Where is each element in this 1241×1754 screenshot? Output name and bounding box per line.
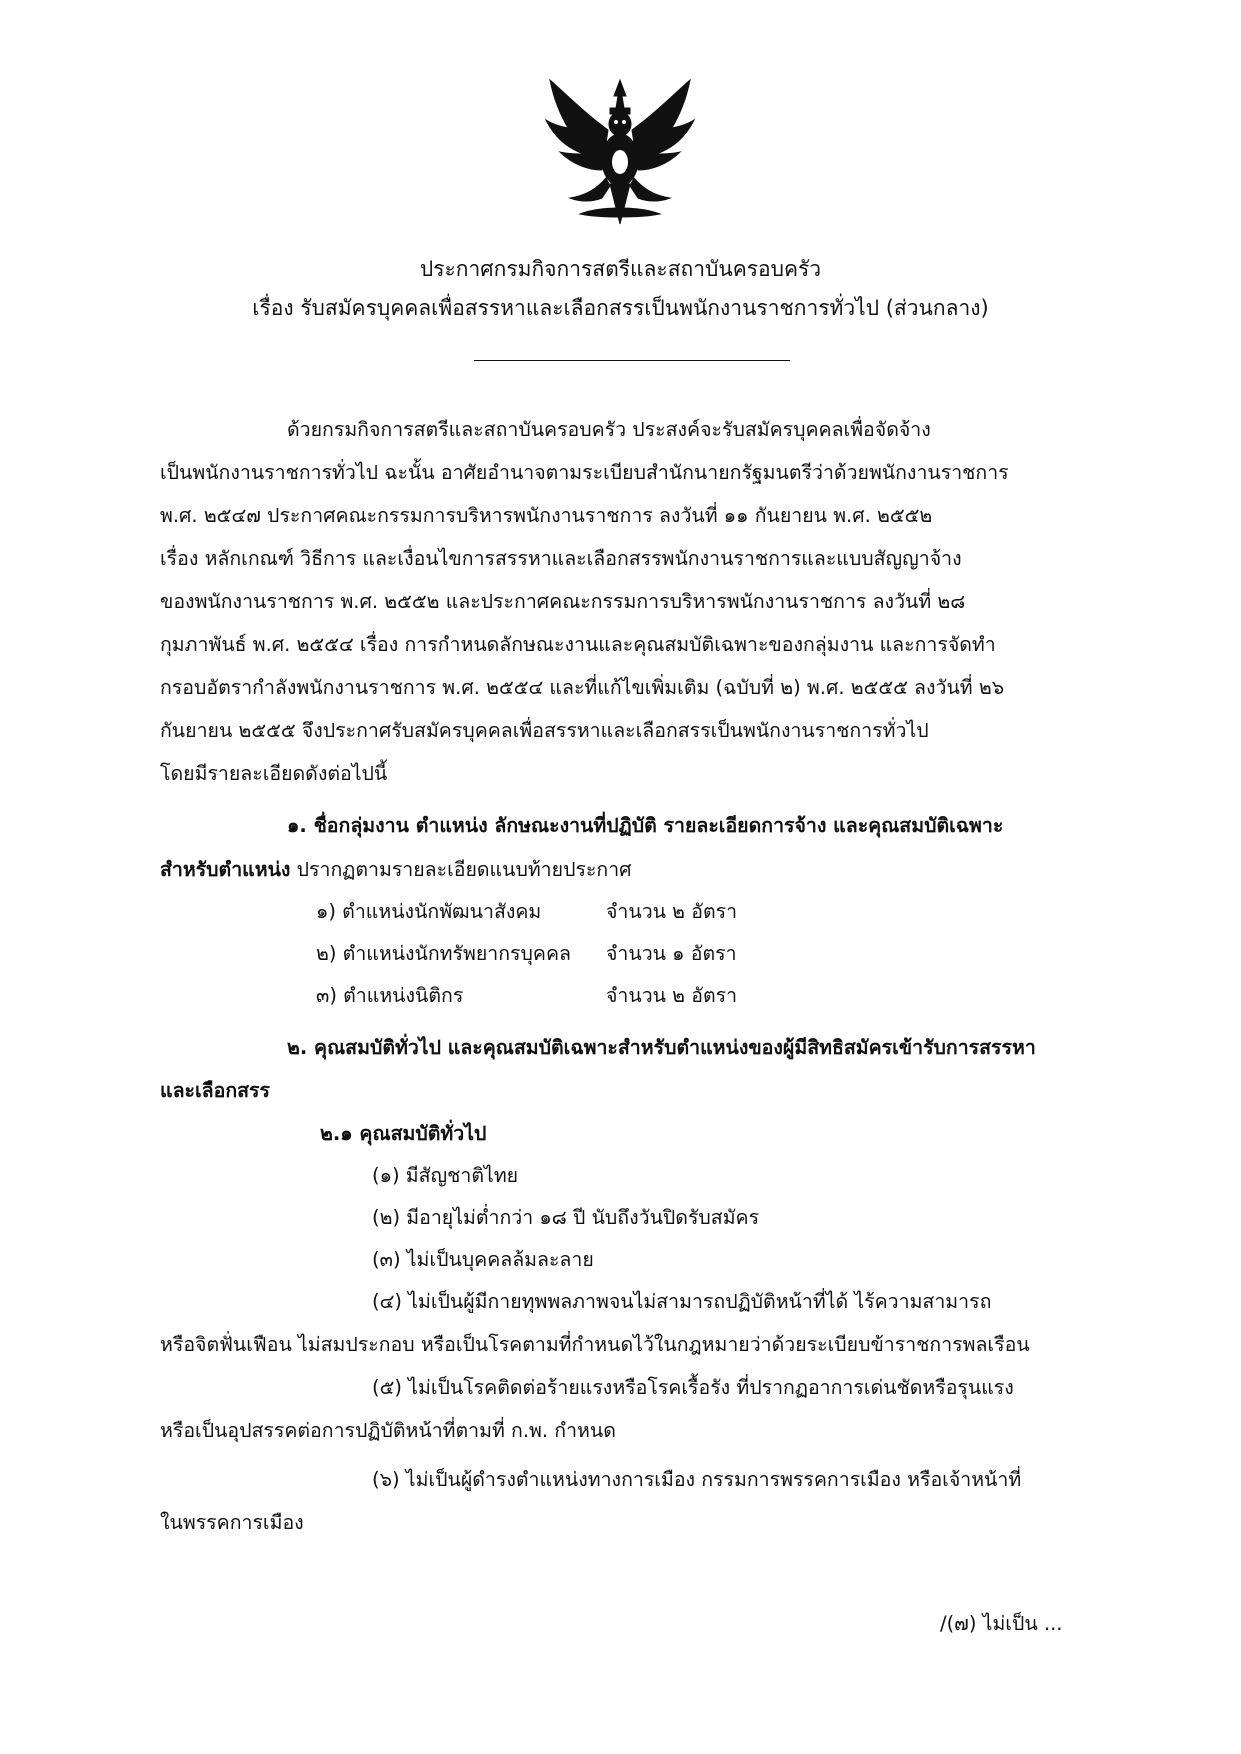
qualification-item-cont: หรือเป็นอุปสรรคต่อการปฏิบัติหน้าที่ตามที่ ก.พ. กำหนด xyxy=(160,1419,616,1442)
intro-line: พ.ศ. ๒๕๔๗ ประกาศคณะกรรมการบริหารพนักงานราชการ ลงวันที่ ๑๑ กันยายน พ.ศ. ๒๕๕๒ xyxy=(160,504,933,527)
qualification-item-cont: ในพรรคการเมือง xyxy=(160,1511,304,1534)
position-name: ๒) ตำแหน่งนักทรัพยากรบุคคล xyxy=(316,942,571,965)
qualification-item-cont: หรือจิตฟั่นเฟือน ไม่สมประกอบ หรือเป็นโรคตามที่กำหนดไว้ในกฎหมายว่าด้วยระเบียบข้าราชการพลเรือน xyxy=(160,1333,1030,1356)
intro-line: กันยายน ๒๕๕๕ จึงประกาศรับสมัครบุคคลเพื่อสรรหาและเลือกสรรเป็นพนักงานราชการทั่วไป xyxy=(160,719,929,742)
qualification-item: (๕) ไม่เป็นโรคติดต่อร้ายแรงหรือโรคเรื้อรัง ที่ปรากฏอาการเด่นชัดหรือรุนแรง xyxy=(372,1376,1014,1399)
position-count: จำนวน ๒ อัตรา xyxy=(606,900,738,923)
title-divider xyxy=(474,360,790,361)
section2-subheading: ๒.๑ คุณสมบัติทั่วไป xyxy=(320,1122,487,1145)
intro-line: โดยมีรายละเอียดดังต่อไปนี้ xyxy=(160,762,388,785)
section1-heading: ๑. ชื่อกลุ่มงาน ตำแหน่ง ลักษณะงานที่ปฏิบัติ รายละเอียดการจ้าง และคุณสมบัติเฉพาะ xyxy=(287,814,1004,837)
position-name: ๑) ตำแหน่งนักพัฒนาสังคม xyxy=(316,900,542,923)
position-count: จำนวน ๒ อัตรา xyxy=(606,984,738,1007)
announcement-title: ประกาศกรมกิจการสตรีและสถาบันครอบครัว xyxy=(419,257,822,281)
section1-heading-bold: สำหรับตำแหน่ง xyxy=(160,858,291,881)
qualification-item: (๒) มีอายุไม่ต่ำกว่า ๑๘ ปี นับถึงวันปิดรับสมัคร xyxy=(372,1206,760,1229)
qualification-item: (๓) ไม่เป็นบุคคลล้มละลาย xyxy=(372,1248,594,1271)
continuation-marker: /(๗) ไม่เป็น ... xyxy=(940,1612,1063,1635)
qualification-item: (๔) ไม่เป็นผู้มีกายทุพพลภาพจนไม่สามารถปฏิบัติหน้าที่ได้ ไร้ความสามารถ xyxy=(372,1290,992,1313)
section1-heading-rest: ปรากฏตามรายละเอียดแนบท้ายประกาศ xyxy=(290,858,632,881)
qualification-item: (๑) มีสัญชาติไทย xyxy=(372,1164,519,1187)
section1-heading-cont xyxy=(160,856,632,884)
position-name: ๓) ตำแหน่งนิติกร xyxy=(316,984,464,1007)
announcement-subject: เรื่อง รับสมัครบุคคลเพื่อสรรหาและเลือกสรรเป็นพนักงานราชการทั่วไป (ส่วนกลาง) xyxy=(252,296,989,320)
position-count: จำนวน ๑ อัตรา xyxy=(606,942,737,965)
section2-heading: ๒. คุณสมบัติทั่วไป และคุณสมบัติเฉพาะสำหรับตำแหน่งของผู้มีสิทธิสมัครเข้ารับการสรรหา xyxy=(287,1036,1036,1059)
intro-line: ของพนักงานราชการ พ.ศ. ๒๕๕๒ และประกาศคณะกรรมการบริหารพนักงานราชการ ลงวันที่ ๒๘ xyxy=(160,590,966,613)
intro-line: ด้วยกรมกิจการสตรีและสถาบันครอบครัว ประสงค์จะรับสมัครบุคคลเพื่อจัดจ้าง xyxy=(287,418,931,441)
intro-line: เรื่อง หลักเกณฑ์ วิธีการ และเงื่อนไขการสรรหาและเลือกสรรพนักงานราชการและแบบสัญญาจ้าง xyxy=(160,547,962,570)
intro-line: เป็นพนักงานราชการทั่วไป ฉะนั้น อาศัยอำนาจตามระเบียบสำนักนายกรัฐมนตรีว่าด้วยพนักงานราชการ xyxy=(160,461,1009,484)
qualification-item: (๖) ไม่เป็นผู้ดำรงตำแหน่งทางการเมือง กรรมการพรรคการเมือง หรือเจ้าหน้าที่ xyxy=(372,1468,1022,1491)
section2-heading-cont: และเลือกสรร xyxy=(160,1079,270,1102)
garuda-emblem-icon xyxy=(540,74,700,234)
intro-line: กรอบอัตรากำลังพนักงานราชการ พ.ศ. ๒๕๕๔ และที่แก้ไขเพิ่มเติม (ฉบับที่ ๒) พ.ศ. ๒๕๕๕ ลงวันที่ ๒๖ xyxy=(160,676,1005,699)
intro-line: กุมภาพันธ์ พ.ศ. ๒๕๕๔ เรื่อง การกำหนดลักษณะงานและคุณสมบัติเฉพาะของกลุ่มงาน และการจัดทำ xyxy=(160,633,996,656)
